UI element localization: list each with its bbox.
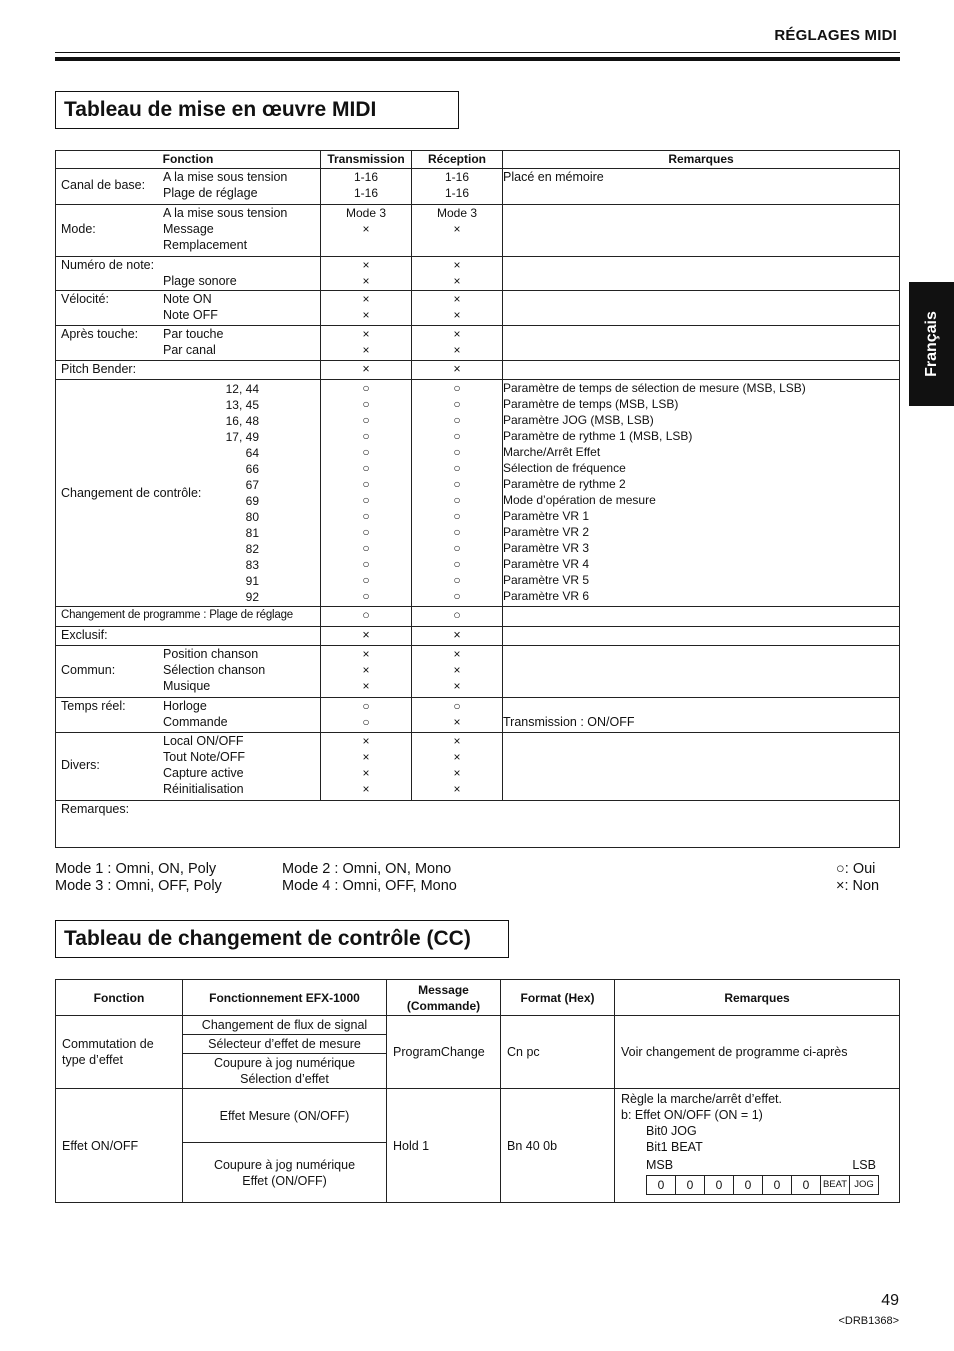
tx-value: 1-16 xyxy=(353,170,379,184)
sub-label: Message xyxy=(163,222,214,236)
msb-label: MSB xyxy=(646,1158,674,1172)
rx-value: 1-16 xyxy=(444,170,470,184)
row-label: Numéro de note: xyxy=(61,258,155,272)
rx-value: ○ xyxy=(453,541,461,555)
row-divers xyxy=(56,733,900,801)
cc-number: 12, 44 xyxy=(225,382,259,396)
tx-value: × xyxy=(321,627,412,646)
rx-value: ○ xyxy=(453,557,461,571)
tx-value: ○ xyxy=(362,397,370,411)
tx-value: ○ xyxy=(362,477,370,491)
sub-label: A la mise sous tension xyxy=(163,206,288,220)
rx-value: ○ xyxy=(453,381,461,395)
bit-cell-beat: BEAT xyxy=(821,1176,850,1195)
tx-value: ○ xyxy=(362,381,370,395)
tx-value: × xyxy=(362,343,370,357)
cc-number: 66 xyxy=(245,462,259,476)
sub-label: Capture active xyxy=(163,766,244,780)
cc-header-format: Format (Hex) xyxy=(501,980,615,1016)
cc-item: Coupure à jog numérique Effet (ON/OFF) xyxy=(183,1143,387,1203)
legend-mode3: Mode 3 : Omni, OFF, Poly xyxy=(55,878,222,894)
sub-label: Plage de réglage xyxy=(163,186,258,200)
tx-value: × xyxy=(362,663,370,677)
cc-number: 92 xyxy=(245,590,259,604)
rx-value: ○ xyxy=(453,477,461,491)
row-mode xyxy=(56,205,900,257)
remark: Paramètre JOG (MSB, LSB) xyxy=(503,413,654,427)
row-label: Changement de programme : Plage de réglage xyxy=(56,607,321,627)
rx-value: × xyxy=(453,327,461,341)
tx-value: ○ xyxy=(362,715,370,729)
page-number: 49 xyxy=(881,1292,899,1309)
cc-number: 13, 45 xyxy=(225,398,259,412)
legend-col2 xyxy=(282,861,457,895)
cc-rx-list xyxy=(412,380,503,607)
cc-message: Hold 1 xyxy=(387,1089,501,1203)
legend-col1 xyxy=(55,861,222,895)
bit-cell: 0 xyxy=(647,1176,676,1195)
rx-value: × xyxy=(453,274,461,288)
tx-value: ○ xyxy=(362,493,370,507)
remark: Paramètre de temps de sélection de mesure (MSB, LSB) xyxy=(503,381,806,395)
row-canal xyxy=(56,169,900,205)
cc-header-message: Message (Commande) xyxy=(387,980,501,1016)
header-rule-thick xyxy=(55,57,900,61)
tx-value: 1-16 xyxy=(353,186,379,200)
cc-remark-line: b: Effet ON/OFF (ON = 1) xyxy=(621,1108,763,1122)
rx-value: × xyxy=(453,647,461,661)
remark: Marche/Arrêt Effet xyxy=(503,445,601,459)
cc-remark-line: Bit1 BEAT xyxy=(646,1140,703,1154)
cc-number: 81 xyxy=(245,526,259,540)
row-note xyxy=(56,257,900,291)
tx-value: Mode 3 xyxy=(345,206,387,220)
remark: Paramètre de rythme 2 xyxy=(503,477,626,491)
remarques-label: Remarques: xyxy=(56,801,900,848)
cc-number: 16, 48 xyxy=(225,414,259,428)
cc-header-remarques: Remarques xyxy=(615,980,900,1016)
rx-value: ○ xyxy=(453,413,461,427)
cc-tx-list xyxy=(321,380,412,607)
rx-value: × xyxy=(453,258,461,272)
rx-value: × xyxy=(453,782,461,796)
section-header: RÉGLAGES MIDI xyxy=(774,27,897,44)
sub-label: Tout Note/OFF xyxy=(163,750,245,764)
bit-cell: 0 xyxy=(734,1176,763,1195)
row-velocite xyxy=(56,291,900,326)
legend-oui: ○: Oui xyxy=(836,861,876,877)
cc-header-row xyxy=(56,980,900,1016)
sub-label: Par touche xyxy=(163,327,224,341)
tx-value: ○ xyxy=(362,573,370,587)
rx-value: ○ xyxy=(453,461,461,475)
cc-row-effet xyxy=(56,1089,900,1143)
sub-label: Remplacement xyxy=(163,238,248,252)
rx-value: ○ xyxy=(453,509,461,523)
tx-value: ○ xyxy=(362,461,370,475)
cc-number: 91 xyxy=(245,574,259,588)
row-label: Mode: xyxy=(61,222,96,236)
rx-value: × xyxy=(412,361,503,380)
remark: Mode d’opération de mesure xyxy=(503,493,656,507)
row-exclusif xyxy=(56,627,900,646)
legend-mode1: Mode 1 : Omni, ON, Poly xyxy=(55,861,217,877)
tx-value: ○ xyxy=(362,557,370,571)
remark: Paramètre VR 4 xyxy=(503,557,590,571)
lsb-label: LSB xyxy=(852,1158,876,1172)
sub-label: Par canal xyxy=(163,343,216,357)
bit-cell: 0 xyxy=(705,1176,734,1195)
tx-value: × xyxy=(362,327,370,341)
cc-row-type xyxy=(56,1016,900,1035)
row-label: Vélocité: xyxy=(61,292,109,306)
remark: Paramètre VR 2 xyxy=(503,525,590,539)
cc-header-fonction: Fonction xyxy=(56,980,183,1016)
row-label: Temps réel: xyxy=(61,699,126,713)
remark: Placé en mémoire xyxy=(503,169,900,205)
sub-label: Position chanson xyxy=(163,647,259,661)
cc-number: 64 xyxy=(245,446,259,460)
header-reception: Réception xyxy=(412,151,503,169)
doc-code: <DRB1368> xyxy=(838,1315,899,1327)
sub-label: Note OFF xyxy=(163,308,218,322)
tx-value: ○ xyxy=(362,589,370,603)
bit-table xyxy=(646,1175,879,1195)
row-remarques xyxy=(56,801,900,848)
rx-value: × xyxy=(453,292,461,306)
rx-value: ○ xyxy=(453,445,461,459)
tx-value: ○ xyxy=(362,699,370,713)
cc-format: Cn pc xyxy=(501,1016,615,1089)
language-tab xyxy=(909,282,954,406)
row-label: Changement de contrôle: xyxy=(61,486,202,500)
tx-value: × xyxy=(321,361,412,380)
midi-table-title: Tableau de mise en œuvre MIDI xyxy=(55,91,459,129)
cc-remark-list xyxy=(503,380,900,607)
tx-value: × xyxy=(362,782,370,796)
legend-mode4: Mode 4 : Omni, OFF, Mono xyxy=(282,878,457,894)
sub-label: Musique xyxy=(163,679,211,693)
bit-cell: 0 xyxy=(792,1176,821,1195)
tx-value: ○ xyxy=(362,509,370,523)
remark: Sélection de fréquence xyxy=(503,461,626,475)
legend-non: ×: Non xyxy=(836,878,880,894)
header-remarques: Remarques xyxy=(503,151,900,169)
sub-label: Note ON xyxy=(163,292,212,306)
midi-implementation-table xyxy=(55,150,900,848)
tx-value: × xyxy=(362,308,370,322)
cc-remark-block xyxy=(615,1089,900,1203)
bit-cell: 0 xyxy=(676,1176,705,1195)
remark: Paramètre VR 3 xyxy=(503,541,590,555)
tx-value: × xyxy=(362,292,370,306)
tx-value: × xyxy=(362,734,370,748)
rx-value: ○ xyxy=(453,699,461,713)
row-label: Divers: xyxy=(61,758,100,772)
row-label: Exclusif: xyxy=(56,627,321,646)
remark: Paramètre de temps (MSB, LSB) xyxy=(503,397,679,411)
cc-number: 67 xyxy=(245,478,259,492)
remark: Transmission : ON/OFF xyxy=(503,715,635,729)
rx-value: × xyxy=(453,715,461,729)
tx-value: × xyxy=(362,679,370,693)
bit-labels xyxy=(621,1157,876,1173)
cc-item: Effet Mesure (ON/OFF) xyxy=(183,1089,387,1143)
sub-label: A la mise sous tension xyxy=(163,170,288,184)
cc-item: Coupure à jog numérique Sélection d’effet xyxy=(183,1054,387,1089)
rx-value: ○ xyxy=(453,525,461,539)
cc-number: 69 xyxy=(245,494,259,508)
row-label: Pitch Bender: xyxy=(56,361,321,380)
rx-value: × xyxy=(453,734,461,748)
cc-remark-line: Règle la marche/arrêt d’effet. xyxy=(621,1092,782,1106)
cc-header-fonctionnement: Fonctionnement EFX-1000 xyxy=(183,980,387,1016)
row-pitch-bender xyxy=(56,361,900,380)
rx-value: × xyxy=(412,627,503,646)
rx-value: ○ xyxy=(453,493,461,507)
row-label: Après touche: xyxy=(61,327,139,341)
tx-value: ○ xyxy=(362,445,370,459)
cc-item: Changement de flux de signal xyxy=(183,1016,387,1035)
remark: Paramètre VR 1 xyxy=(503,509,590,523)
cc-message: ProgramChange xyxy=(387,1016,501,1089)
cc-number-list xyxy=(210,381,320,605)
rx-value: × xyxy=(453,679,461,693)
rx-value: × xyxy=(453,308,461,322)
rx-value: ○ xyxy=(412,607,503,627)
cc-table-title: Tableau de changement de contrôle (CC) xyxy=(55,920,509,958)
cc-number: 80 xyxy=(245,510,259,524)
cc-number: 82 xyxy=(245,542,259,556)
rx-value: ○ xyxy=(453,429,461,443)
cc-remark-line: Bit0 JOG xyxy=(646,1124,697,1138)
rx-value: × xyxy=(453,750,461,764)
sub-label: Plage sonore xyxy=(163,274,237,288)
tx-value: × xyxy=(362,647,370,661)
table-header-row xyxy=(56,151,900,169)
row-apres-touche xyxy=(56,326,900,361)
row-label: Canal de base: xyxy=(61,178,146,192)
remark: Paramètre VR 5 xyxy=(503,573,590,587)
tx-value: × xyxy=(362,750,370,764)
remark: Paramètre de rythme 1 (MSB, LSB) xyxy=(503,429,693,443)
cc-remark: Voir changement de programme ci-après xyxy=(615,1016,900,1089)
legend-symbols xyxy=(836,861,879,895)
cc-fonction: Commutation de type d’effet xyxy=(56,1016,183,1089)
bit-cell-jog: JOG xyxy=(850,1176,879,1195)
rx-value: ○ xyxy=(453,573,461,587)
rx-value: ○ xyxy=(453,397,461,411)
sub-label: Horloge xyxy=(163,699,207,713)
remark: Paramètre VR 6 xyxy=(503,589,590,603)
sub-label: Sélection chanson xyxy=(163,663,266,677)
tx-value: ○ xyxy=(362,541,370,555)
bit-cell: 0 xyxy=(763,1176,792,1195)
rx-value: × xyxy=(453,222,461,236)
rx-value: 1-16 xyxy=(444,186,470,200)
cc-table xyxy=(55,979,900,1203)
rx-value: × xyxy=(453,766,461,780)
sub-label: Local ON/OFF xyxy=(163,734,244,748)
row-temps-reel xyxy=(56,698,900,733)
tx-value: × xyxy=(362,258,370,272)
cc-format: Bn 40 0b xyxy=(501,1089,615,1203)
legend-mode2: Mode 2 : Omni, ON, Mono xyxy=(282,861,452,877)
language-tab-label: Français xyxy=(922,311,940,377)
tx-value: × xyxy=(362,766,370,780)
rx-value: × xyxy=(453,663,461,677)
tx-value: × xyxy=(362,222,370,236)
cc-fonction: Effet ON/OFF xyxy=(56,1089,183,1203)
row-label: Commun: xyxy=(61,663,116,677)
cc-number: 17, 49 xyxy=(225,430,259,444)
tx-value: ○ xyxy=(362,525,370,539)
row-program-change xyxy=(56,607,900,627)
tx-value: ○ xyxy=(362,429,370,443)
cc-item: Sélecteur d’effet de mesure xyxy=(183,1035,387,1054)
row-commun xyxy=(56,646,900,698)
rx-value: × xyxy=(453,343,461,357)
tx-value: × xyxy=(362,274,370,288)
rx-value: Mode 3 xyxy=(436,206,478,220)
header-transmission: Transmission xyxy=(321,151,412,169)
row-control-change xyxy=(56,380,900,607)
header-fonction: Fonction xyxy=(56,151,321,169)
cc-number: 83 xyxy=(245,558,259,572)
sub-label: Commande xyxy=(163,715,228,729)
sub-label: Réinitialisation xyxy=(163,782,244,796)
rx-value: ○ xyxy=(453,589,461,603)
header-rule-thin xyxy=(55,52,900,53)
tx-value: ○ xyxy=(362,413,370,427)
tx-value: ○ xyxy=(321,607,412,627)
